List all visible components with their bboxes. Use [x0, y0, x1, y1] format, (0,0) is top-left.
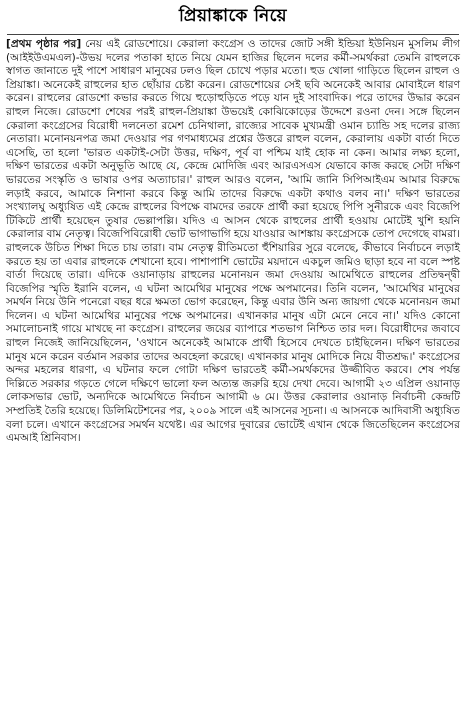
headline-bar — [7, 0, 459, 35]
article-body — [5, 38, 461, 446]
article-body-text: নেয় এই রোডশোয়ে। কেরালা কংগ্রেস ও তাদের জোট সঙ্গী ইন্ডিয়া ইউনিয়ন মুসলিম লীগ (আইইউএমএল)-উভয় দলের পতাকা হাতে নিয়ে যেমন হাজির ছিলেন দলের কর্মী-সমর্থকরা তেমনি রাহুলকে স্বাগত জানাতে দুই পাশে সাধারণ মানুষের ঢলও ছিল চোখে পড়ার মতো। হুড খোলা গাড়িতে ছিলেন রাহুল ও প্রিয়াঙ্কা। অনেকেই রাহুলের হাত ছোঁয়ার চেষ্টা করেন। রোডশোয়ের সেই ছবি অনেকেই আবার মোবাইলে ধারণ করেন। রাহুলের রোডশো কভার করতে গিয়ে হুড়োহুড়িতে পড়ে যান দুই সাংবাদিক। পরে তাদের উদ্ধার করেন রাহুল নিজে। রোডশো শেষের পরই রাহুল-প্রিয়াঙ্কা উভয়েই কোঝিকোড়ের উদ্দেশে রওনা দেন। সঙ্গে ছিলেন কেরালা কংগ্রেসের বিরোধী দলনেতা রমেশ চেনিথালা, রাজ্যের সাবেক মুখ্যমন্ত্রী ওমান চ্যান্ডি সহ দলের রাজ্য নেতারা। মনোনয়নপত্র জমা দেওয়ার পর গণমাধ্যমের প্রশ্নের উত্তরে রাহুল বলেন, কেরালায় একটা বার্তা দিতে এসেছি, তা হলো 'ভারত একটাই-সেটা উত্তর, দক্ষিণ, পূর্ব বা পশ্চিম যাই হোক না কেন। আমার লক্ষ্য হলো, দক্ষিণ ভারতের একটা অনুভূতি আছে যে, কেন্দ্রে মোদিজি এবং আরএসএস যেভাবে কাজ করছে সেটা দক্ষিণ ভারতের সংস্কৃতি ও ভাষার ওপর অত্যাচার।' রাহুল আরও বলেন, 'আমি জানি সিপিআইএম আমার বিরুদ্ধে লড়াই করবে, আমাকে নিশানা করবে কিন্তু আমি তাদের বিরুদ্ধে একটা কথাও বলব না।' দক্ষিণ ভারতের সংখ্যালঘু অধ্যুষিত এই কেন্দ্রে রাহুলের বিপক্ষে বামদের তরফে প্রার্থী করা হয়েছে পিপি সুনীরকে এবং বিজেপি টিকিটে প্রার্থী হয়েছেন তুষার ভেল্লাপল্লি। যদিও এ আসন থেকে রাহুলের প্রার্থী হওয়ায় মোটেই খুশি হয়নি কেরালার বাম নেতৃত্ব। বিজেপিবিরোধী ভোট ভাগাভাগি হয়ে যাওয়ার আশঙ্কায় কংগ্রেসকে তোপ দেগেছে বামরা। রাহুলকে উচিত শিক্ষা দিতে চায় তারা। বাম নেতৃত্ব রীতিমতো হুঁশিয়ারির সুরে বলেছে, কীভাবে নির্বাচনে লড়াই করতে হয় তা এবার রাহুলকে শেখানো হবে। পাশাপাশি ভোটের ময়দানে একচুল জমিও ছাড়া হবে না বলে স্পষ্ট বার্তা দিয়েছে তারা। এদিকে ওয়ানাড়ায় রাহুলের মনোনয়ন জমা দেওয়ায় আমেথিতে রাহুলের প্রতিদ্বন্দ্বী বিজেপির স্মৃতি ইরানি বলেন, এ ঘটনা আমেথির মানুষের পক্ষে অপমানের। তিনি বলেন, 'আমেথির মানুষের সমর্থন নিয়ে উনি পনেরো বছর ধরে ক্ষমতা ভোগ করেছেন, কিন্তু এবার উনি অন্য জায়গা থেকে মনোনয়ন জমা দিলেন। এ ঘটনা আমেথির মানুষের পক্ষে অপমানের। এখানকার মানুষ এটা মেনে নেবে না।' যদিও কোনো সমালোচনাই গায়ে মাখছে না কংগ্রেস। রাহুলের জয়ের ব্যাপারে শতভাগ নিশ্চিত তার দল। বিরোধীদের জবাবে রাহুল নিজেই জানিয়েছিলেন, 'ওখানে অনেকেই আমাকে প্রার্থী হিসেবে দেখতে চাইছিলেন। দক্ষিণ ভারতের মানুষ মনে করেন বর্তমান সরকার তাদের অবহেলা করেছে। এখানকার মানুষ মোদিকে নিয়ে বীতশ্রদ্ধ।' কংগ্রেসের অন্দর মহলের ধারণা, এ ঘটনার ফলে গোটা দক্ষিণ ভারতেই কর্মী-সমর্থকদের উজ্জীবিত করবে। শেষ পর্যন্ত দিল্লিতে সরকার গড়তে গেলে দক্ষিণে ভালো ফল অত্যন্ত জরুরি হয়ে দেখা দেবে। আগামী ২৩ এপ্রিল ওয়ানাড় লোকসভার ভোট, অন্যদিকে আমেথিতে নির্বাচন আগামী ৬ মে। উত্তর কেরালার ওয়ানাড় নির্বাচনী কেন্দ্রটি সম্প্রতিই তৈরি হয়েছে। ডিলিমিটেশনের পর, ২০০৯ সালে এই আসনের সূচনা। এ আসনকে আদিবাসী অধ্যুষিত বলা চলে। এখানে কংগ্রেসের সমর্থন যথেষ্ট। এর আগের দুবারের ভোটেই এখান থেকে জিতেছিলেন কংগ্রেসের এমআই শ্রিনিবাস। — [6, 38, 460, 445]
continued-label: [প্রথম পৃষ্ঠার পর] — [6, 38, 82, 50]
article-headline: প্রিয়াঙ্কাকে নিয়ে — [178, 6, 288, 26]
